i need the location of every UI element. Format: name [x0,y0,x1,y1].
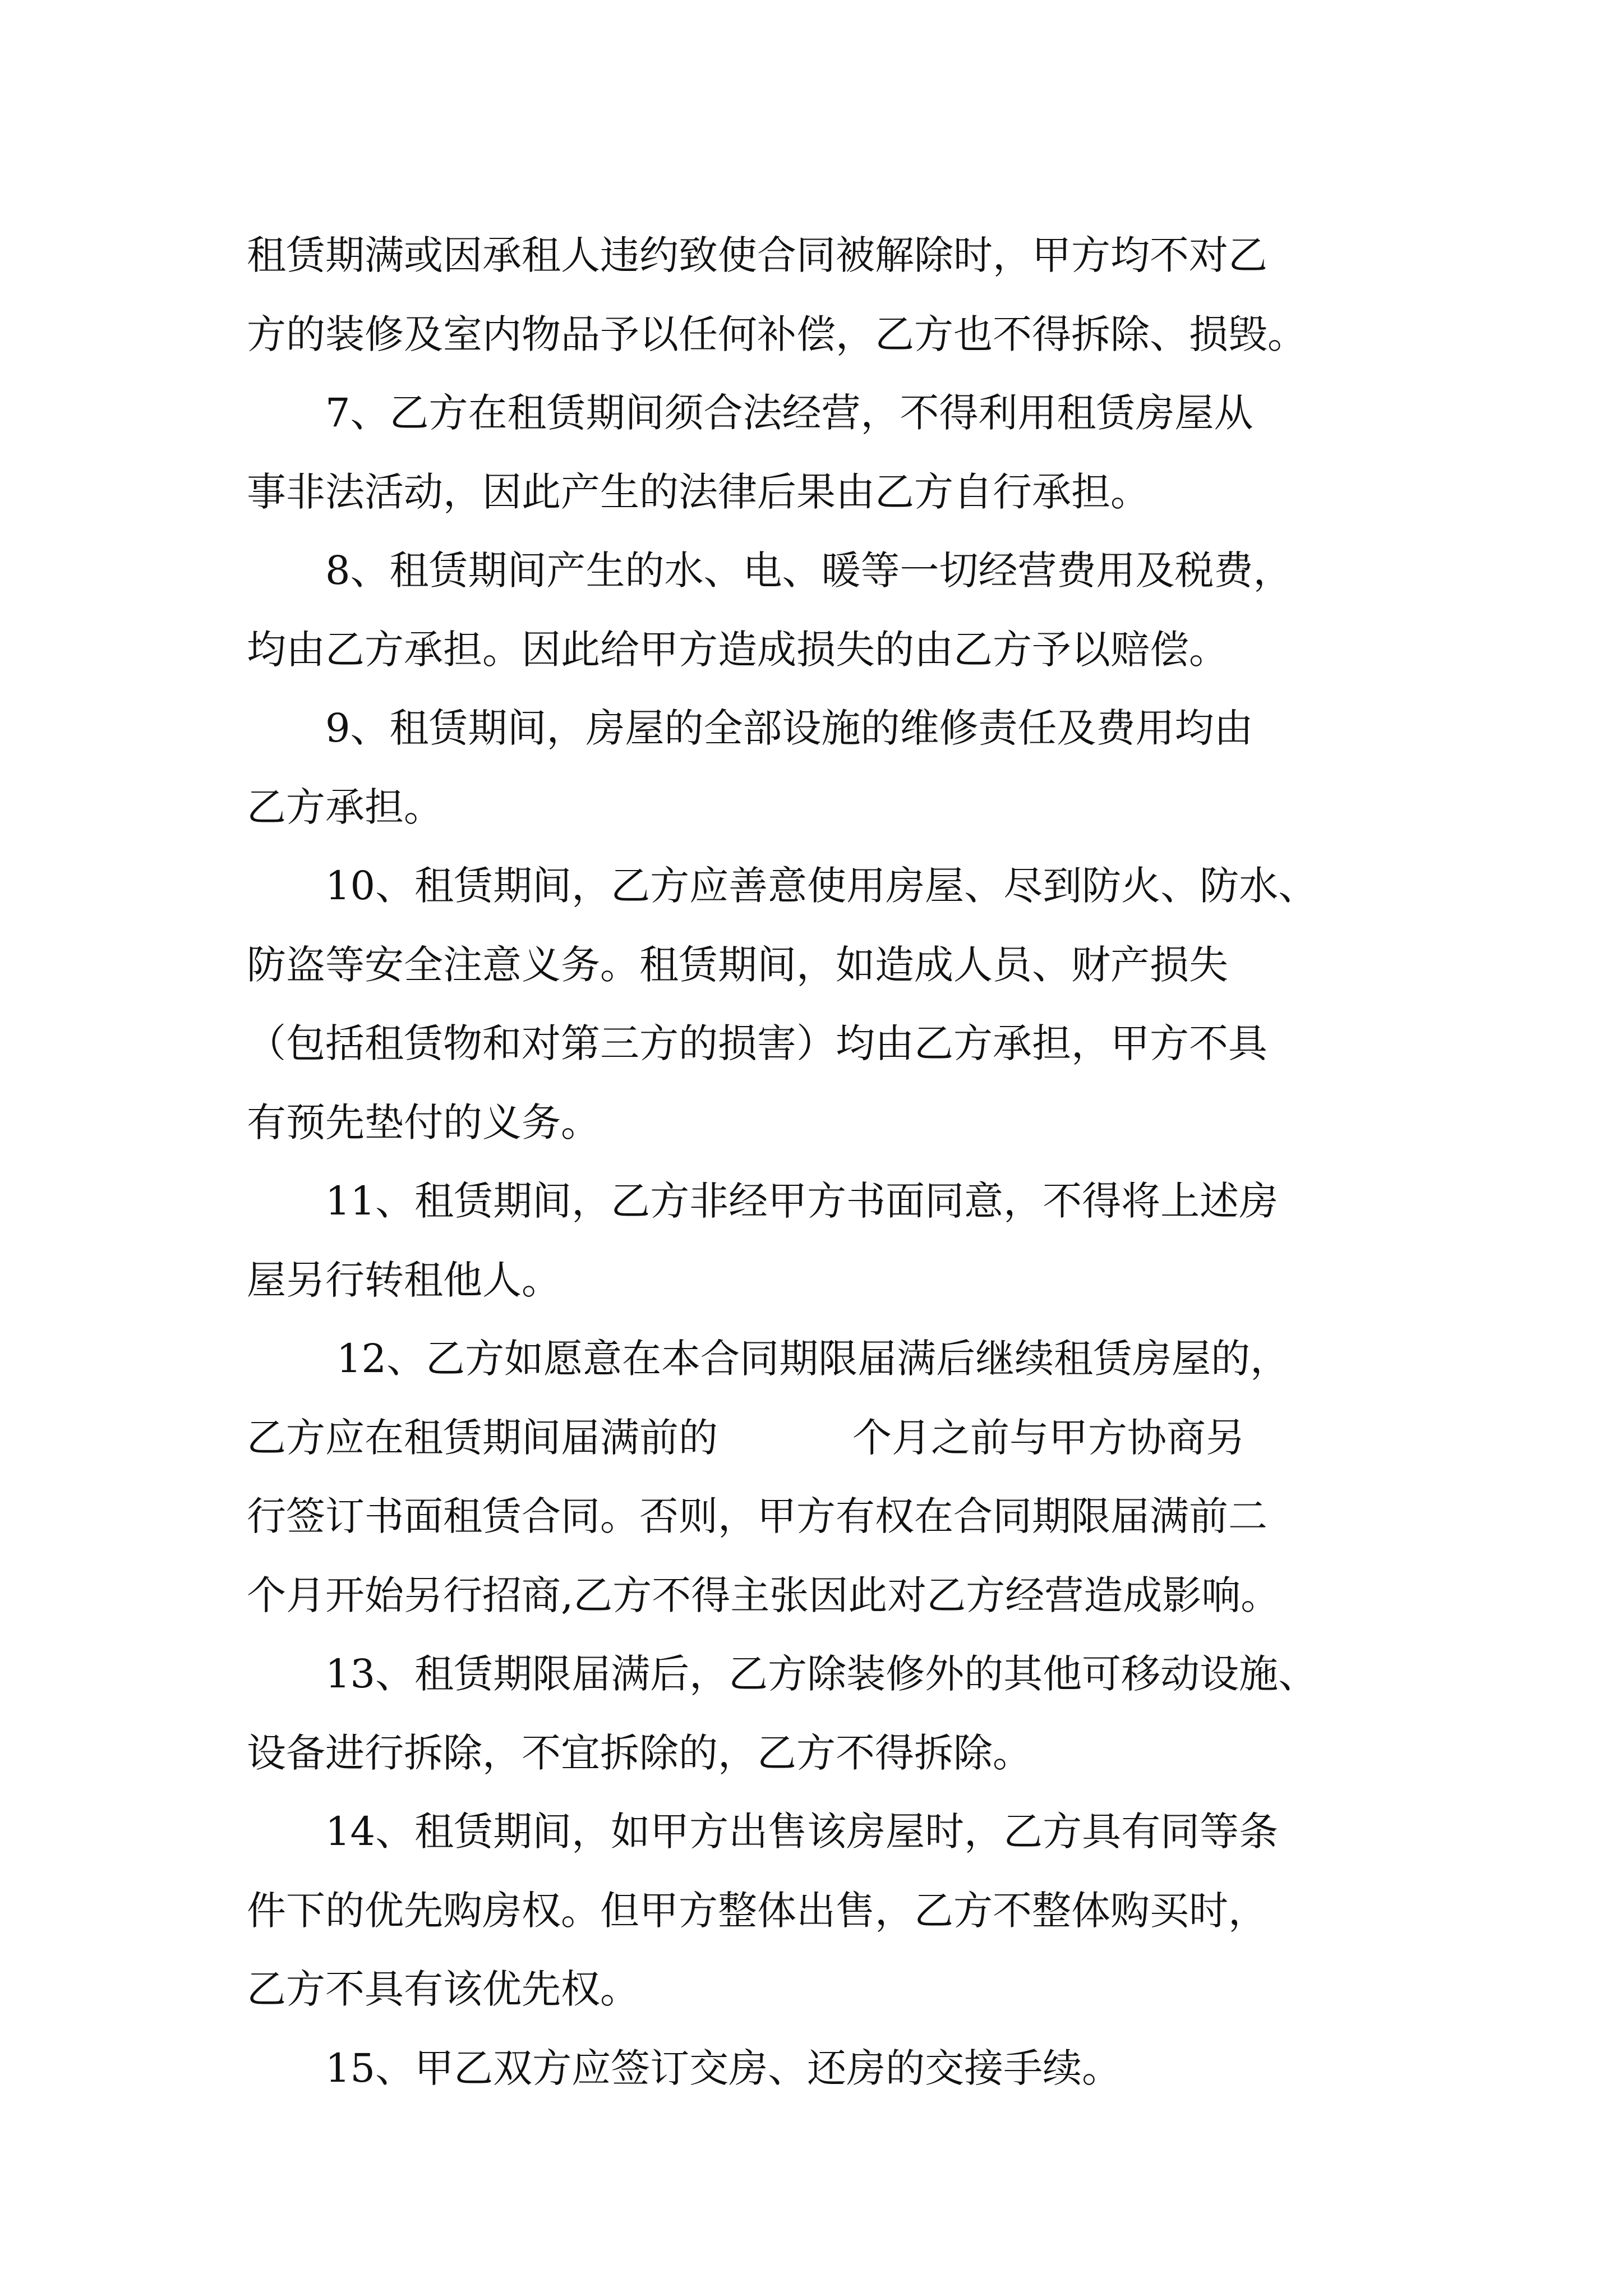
text-line: 9、租赁期间，房屋的全部设施的维修责任及费用均由 [325,705,1253,751]
paragraph-15 [247,2029,1380,2108]
text-line: 设备进行拆除，不宜拆除的，乙方不得拆除。 [247,1729,1032,1776]
paragraph-7 [247,374,1380,531]
text-segment: 个月之前与甲方协商另 [852,1414,1245,1461]
text-line: 12、乙方如愿意在本合同期限届满后继续租赁房屋的， [336,1336,1290,1382]
text-line-with-blank [247,1398,1380,1478]
text-line: 10、租赁期间，乙方应善意使用房屋、尽到防火、防水、 [325,863,1318,909]
paragraph-6-continued [247,216,1380,374]
text-line: 行签订书面租赁合同。否则，甲方有权在合同期限届满前二 [247,1493,1267,1539]
paragraph-9 [247,689,1380,846]
paragraph-13 [247,1635,1380,1792]
text-line: 乙方不具有该优先权。 [247,1966,639,2012]
paragraph-10 [247,846,1380,1162]
text-line: 14、租赁期间，如甲方出售该房屋时，乙方具有同等条 [325,1809,1279,1855]
text-line: 防盗等安全注意义务。租赁期间，如造成人员、财产损失 [247,941,1228,988]
text-line: 事非法活动，因此产生的法律后果由乙方自行承担。 [247,468,1150,515]
text-segment: 乙方应在租赁期间届满前的 [247,1414,718,1461]
paragraph-14 [247,1792,1380,2029]
text-line: 15、甲乙双方应签订交房、还房的交接手续。 [325,2045,1122,2091]
text-line: 屋另行转租他人。 [247,1257,561,1303]
paragraph-11 [247,1162,1380,1319]
text-line: 租赁期满或因承租人违约致使合同被解除时，甲方均不对乙 [247,232,1267,278]
text-line: （包括租赁物和对第三方的损害）均由乙方承担，甲方不具 [247,1020,1267,1066]
paragraph-12 [247,1319,1380,1635]
text-line: 8、租赁期间产生的水、电、暖等一切经营费用及税费， [325,547,1293,593]
text-line: 13、租赁期限届满后，乙方除装修外的其他可移动设施、 [325,1651,1318,1697]
text-line: 有预先垫付的义务。 [247,1099,600,1145]
text-line: 乙方承担。 [247,784,443,830]
text-line: 均由乙方承担。因此给甲方造成损失的由乙方予以赔偿。 [247,626,1228,673]
paragraph-8 [247,531,1380,689]
text-line: 11、租赁期间，乙方非经甲方书面同意，不得将上述房 [325,1178,1279,1224]
document-body [247,216,1380,2108]
text-line: 件下的优先购房权。但甲方整体出售，乙方不整体购买时， [247,1887,1267,1934]
text-line: 个月开始另行招商,乙方不得主张因此对乙方经营造成影响。 [247,1572,1280,1618]
text-line: 方的装修及室内物品予以任何补偿，乙方也不得拆除、损毁。 [247,311,1307,357]
text-line: 7、乙方在租赁期间须合法经营，不得利用租赁房屋从 [325,390,1253,436]
